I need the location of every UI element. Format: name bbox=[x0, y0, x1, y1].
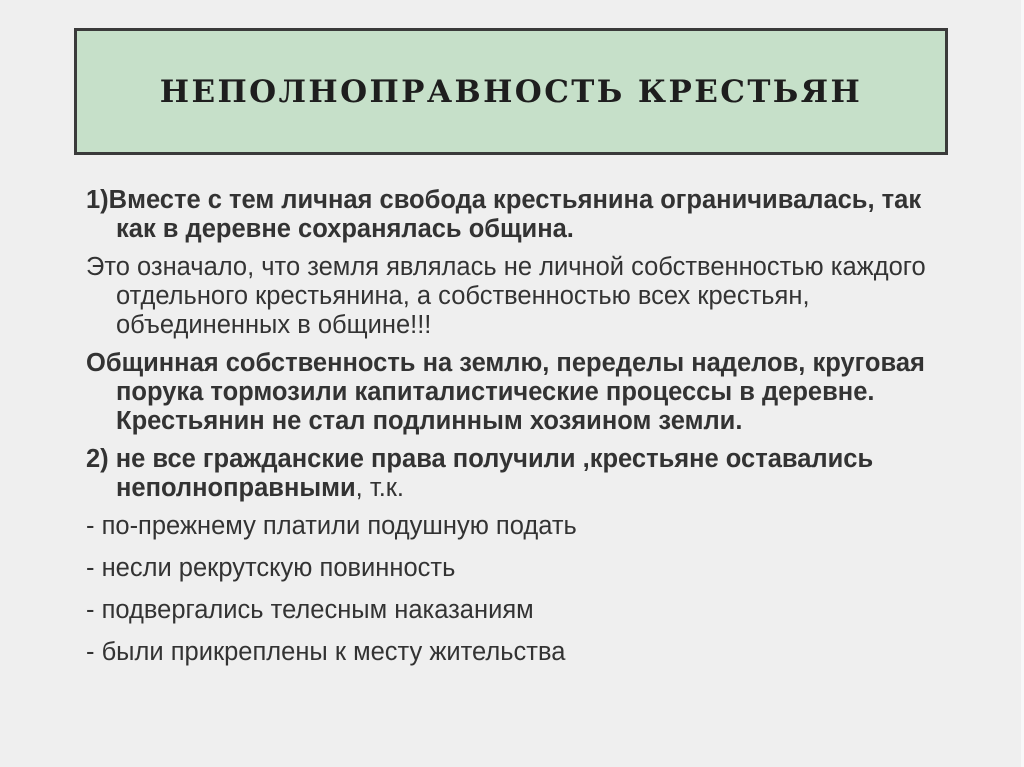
list-item-residence-bound: - были прикреплены к месту жительства bbox=[86, 638, 566, 666]
civil-rights-suffix: , т.к. bbox=[355, 474, 405, 502]
paragraph-land-ownership: Это означало, что земля являлась не личной собственностью каждого отдельного крестьянина, а собственностью всех крестьян, объединенных в общине!!! bbox=[86, 253, 926, 339]
list-item-conscription: - несли рекрутскую повинность bbox=[86, 554, 456, 582]
list-item-corporal-punishment: - подвергались телесным наказаниям bbox=[86, 596, 534, 624]
civil-rights-bold-text: 2) не все гражданские права получили ,крестьяне оставались неполноправными bbox=[86, 445, 874, 502]
paragraph-communal-property: Общинная собственность на землю, переделы наделов, круговая порука тормозили капиталистические процессы в деревне. Крестьянин не стал подлинным хозяином земли. bbox=[86, 349, 925, 435]
slide-title: НЕПОЛНОПРАВНОСТЬ КРЕСТЬЯН bbox=[159, 73, 863, 110]
paragraph-civil-rights bbox=[86, 445, 966, 503]
slide-body bbox=[86, 186, 966, 680]
paragraph-community-restriction: 1)Вместе с тем личная свобода крестьянина ограничивалась, так как в деревне сохранялась община. bbox=[86, 186, 922, 243]
list-item-poll-tax: - по-прежнему платили подушную подать bbox=[86, 512, 577, 540]
title-box bbox=[74, 28, 948, 155]
